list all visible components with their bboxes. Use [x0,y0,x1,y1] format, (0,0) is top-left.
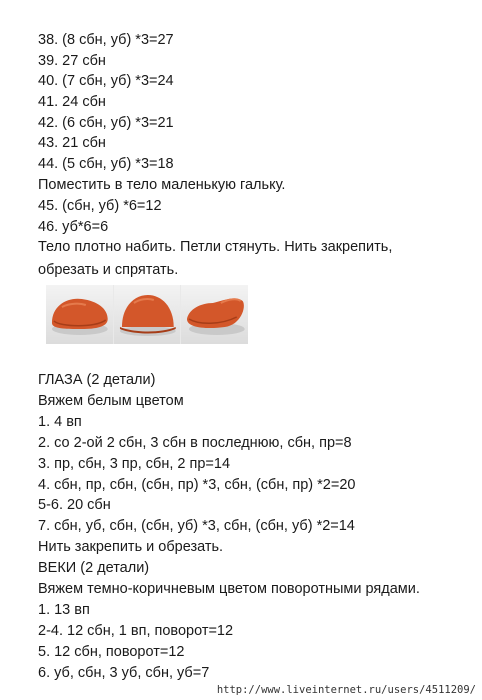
pattern-row-42: 42. (6 сбн, уб) *3=21 [38,115,174,131]
section-title-eyelids: ВЕКИ (2 детали) [38,560,150,576]
instruction-finish-1: Тело плотно набить. Петли стянуть. Нить закрепить, [38,239,393,255]
pattern-row-43: 43. 21 сбн [38,135,106,151]
pattern-row-39: 39. 27 сбн [38,53,106,69]
photo-crochet-angled [181,285,248,344]
pattern-row-40: 40. (7 сбн, уб) *3=24 [38,73,174,89]
pattern-row-45: 45. (сбн, уб) *6=12 [38,198,162,214]
pattern-row-44: 44. (5 сбн, уб) *3=18 [38,156,174,172]
eyes-row-7: 7. сбн, уб, сбн, (сбн, уб) *3, сбн, (сбн, уб) *2=14 [38,518,355,534]
photo-strip [46,285,248,344]
eyelids-row-5: 5. 12 сбн, поворот=12 [38,644,185,660]
instruction-finish-2: обрезать и спрятать. [38,262,179,278]
section-title-eyes: ГЛАЗА (2 детали) [38,372,156,388]
eyes-row-1: 1. 4 вп [38,414,82,430]
eyes-row-5-6: 5-6. 20 сбн [38,497,111,513]
eyelids-color-note: Вяжем темно-коричневым цветом поворотными рядами. [38,581,420,597]
pattern-row-41: 41. 24 сбн [38,94,106,110]
pattern-row-46: 46. уб*6=6 [38,219,109,235]
eyes-row-2: 2. со 2-ой 2 сбн, 3 сбн в последнюю, сбн, пр=8 [38,435,352,451]
photo-crochet-side [46,285,113,344]
photo-crochet-front [114,285,181,344]
eyelids-row-1: 1. 13 вп [38,602,90,618]
eyelids-row-2-4: 2-4. 12 сбн, 1 вп, поворот=12 [38,623,234,639]
pattern-row-38: 38. (8 сбн, уб) *3=27 [38,32,174,48]
source-url[interactable]: http://www.liveinternet.ru/users/4511209/ [216,684,476,696]
eyes-row-3: 3. пр, сбн, 3 пр, сбн, 2 пр=14 [38,456,231,472]
eyes-color-note: Вяжем белым цветом [38,393,184,409]
eyes-finish: Нить закрепить и обрезать. [38,539,224,555]
eyes-row-4: 4. сбн, пр, сбн, (сбн, пр) *3, сбн, (сбн, пр) *2=20 [38,477,356,493]
eyelids-row-6: 6. уб, сбн, 3 уб, сбн, уб=7 [38,665,210,681]
instruction-pebble: Поместить в тело маленькую гальку. [38,177,286,193]
